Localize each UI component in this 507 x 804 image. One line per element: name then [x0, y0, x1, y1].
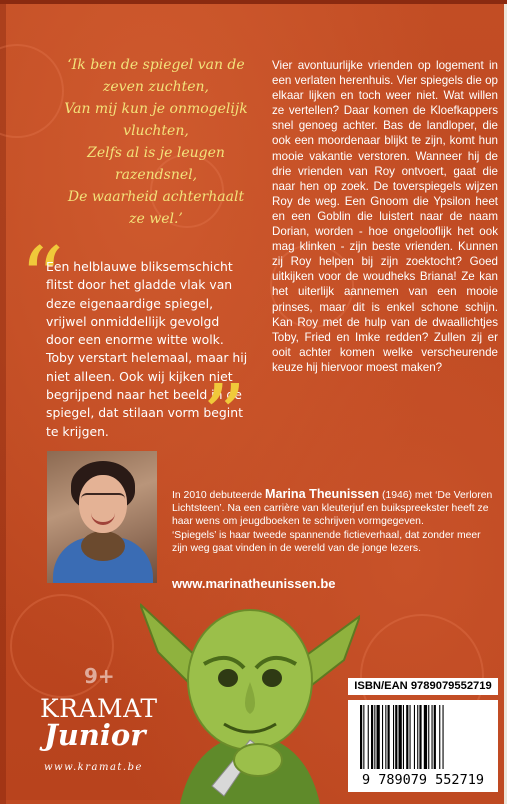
barcode-bar [388, 705, 390, 769]
author-photo [47, 451, 157, 583]
publisher-website: www.kramat.be [44, 762, 143, 773]
publisher-logo-kramat: KRAMAT [40, 694, 158, 723]
book-blurb: Vier avontuurlijke vrienden op logement in een verlaten herenhuis. Vier spiegels die op elkaar lijken en toch weer niet. Wat willen ze vertellen? Daar komen de Kloefkappers snel genoeg achter. Bas de landloper, die ook een moordenaar blijkt te zijn, komt hun mooie vakantie verstoren. Wanneer hij de drie vrienden van Roy ontvoert, gaat die naar hen op zoek. De toverspiegels wijzen Roy de weg. Een Gnoom die Ypsilon heet en een Goblin die luistert naar de naam Dorian, worden - hoe ongelooflijk het ook mag klinken - zijn beste vrienden. Kunnen zij Roy helpen bij zijn zoektocht? Goed uitkijken voor de woudheks Briana! Ze kan het uiterlijk aannemen van een mooie prinses, maar dit is enkel schone schijn. Kan Roy met de hulp van de dwaallichtjes Toby, Fried en Imke redden? Zullen zij er ooit achter komen welke verscheurende keuze hij hiervoor moest maken? [272, 59, 498, 374]
barcode-bar [432, 705, 433, 769]
barcode-bar [417, 705, 418, 769]
barcode-bar [443, 705, 444, 769]
barcode-bar [371, 705, 373, 769]
barcode-bar [424, 705, 427, 769]
age-badge: 9+ [84, 664, 115, 688]
barcode-bar [363, 705, 364, 769]
goblin-head [188, 610, 312, 750]
author-name: Marina Theunissen [265, 487, 380, 501]
left-quote-icon: “ [20, 229, 64, 329]
barcode-bar [434, 705, 436, 769]
goblin-eye-left [218, 669, 238, 687]
bio-intro: In 2010 debuteerde [172, 490, 266, 501]
isbn-label: ISBN/EAN 9789079552719 [348, 678, 498, 695]
poem-line: Zelfs al is je leugen [87, 145, 225, 161]
barcode-bar [403, 705, 404, 769]
barcode-bar [382, 705, 383, 769]
barcode-bar [374, 705, 375, 769]
author-bio-paragraph [172, 488, 498, 529]
poem-line: Van mij kun je onmogelijk [64, 101, 248, 117]
poem-line: ze wel.’ [129, 211, 183, 227]
poem-line: De waarheid achterhaalt [67, 189, 245, 205]
author-bio [172, 488, 498, 555]
author-website: www.marinatheunissen.be [172, 576, 336, 591]
barcode-bar [439, 705, 440, 769]
barcode-bar [410, 705, 411, 769]
barcode-bar [377, 705, 380, 769]
author-bio-paragraph-2: ‘Spiegels’ is haar tweede spannende fictieverhaal, dat zonder meer zijn weg gaat vinden in de wereld van de jonge lezers. [172, 529, 481, 554]
poem-line: vluchten, [123, 123, 189, 139]
barcode-bar [395, 705, 397, 769]
author-photo-scarf [81, 531, 125, 561]
barcode-bar [360, 705, 362, 769]
story-excerpt: Een helblauwe bliksemschicht flitst door het gladde vlak van deze eigenaardige spiegel, vrijwel onmiddellijk gevolgd door een enorme witte wolk. Toby verstart helemaal, maar hij niet alleen. Ook wij kijken niet begrijpend naar het beeld in de spiegel, dat stilaan vorm begint te krijgen. [46, 259, 248, 439]
rose-pattern [0, 44, 64, 138]
barcode-bar [406, 705, 408, 769]
right-quote-icon: ” [202, 367, 246, 467]
poem-line: razendsnel, [114, 167, 198, 183]
goblin-hand [234, 744, 282, 776]
barcode-bar [368, 705, 369, 769]
barcode-bar [414, 705, 415, 769]
barcode-bar [419, 705, 421, 769]
poem-line: ‘Ik ben de spiegel van de [67, 57, 245, 73]
poem-line: zeven zuchten, [103, 79, 209, 95]
goblin-eye-right [262, 669, 282, 687]
barcode-bar [428, 705, 429, 769]
publisher-logo-junior: Junior [44, 718, 146, 752]
author-photo-glasses [81, 493, 125, 507]
mirror-poem [58, 54, 254, 230]
barcode-bars [360, 705, 488, 769]
barcode-bar [399, 705, 402, 769]
barcode [348, 700, 498, 792]
goblin-illustration [140, 590, 360, 804]
barcode-bar [385, 705, 386, 769]
barcode-digits: 9 789079 552719 [362, 772, 484, 788]
bio-text: (1946) met ‘De Verloren Lichtsteen’. Na een carrière van kleuterjuf en buikspreekster heeft ze haar wens om jeugdboeken te schrijven vormgegeven. [172, 490, 493, 528]
barcode-bar [393, 705, 394, 769]
